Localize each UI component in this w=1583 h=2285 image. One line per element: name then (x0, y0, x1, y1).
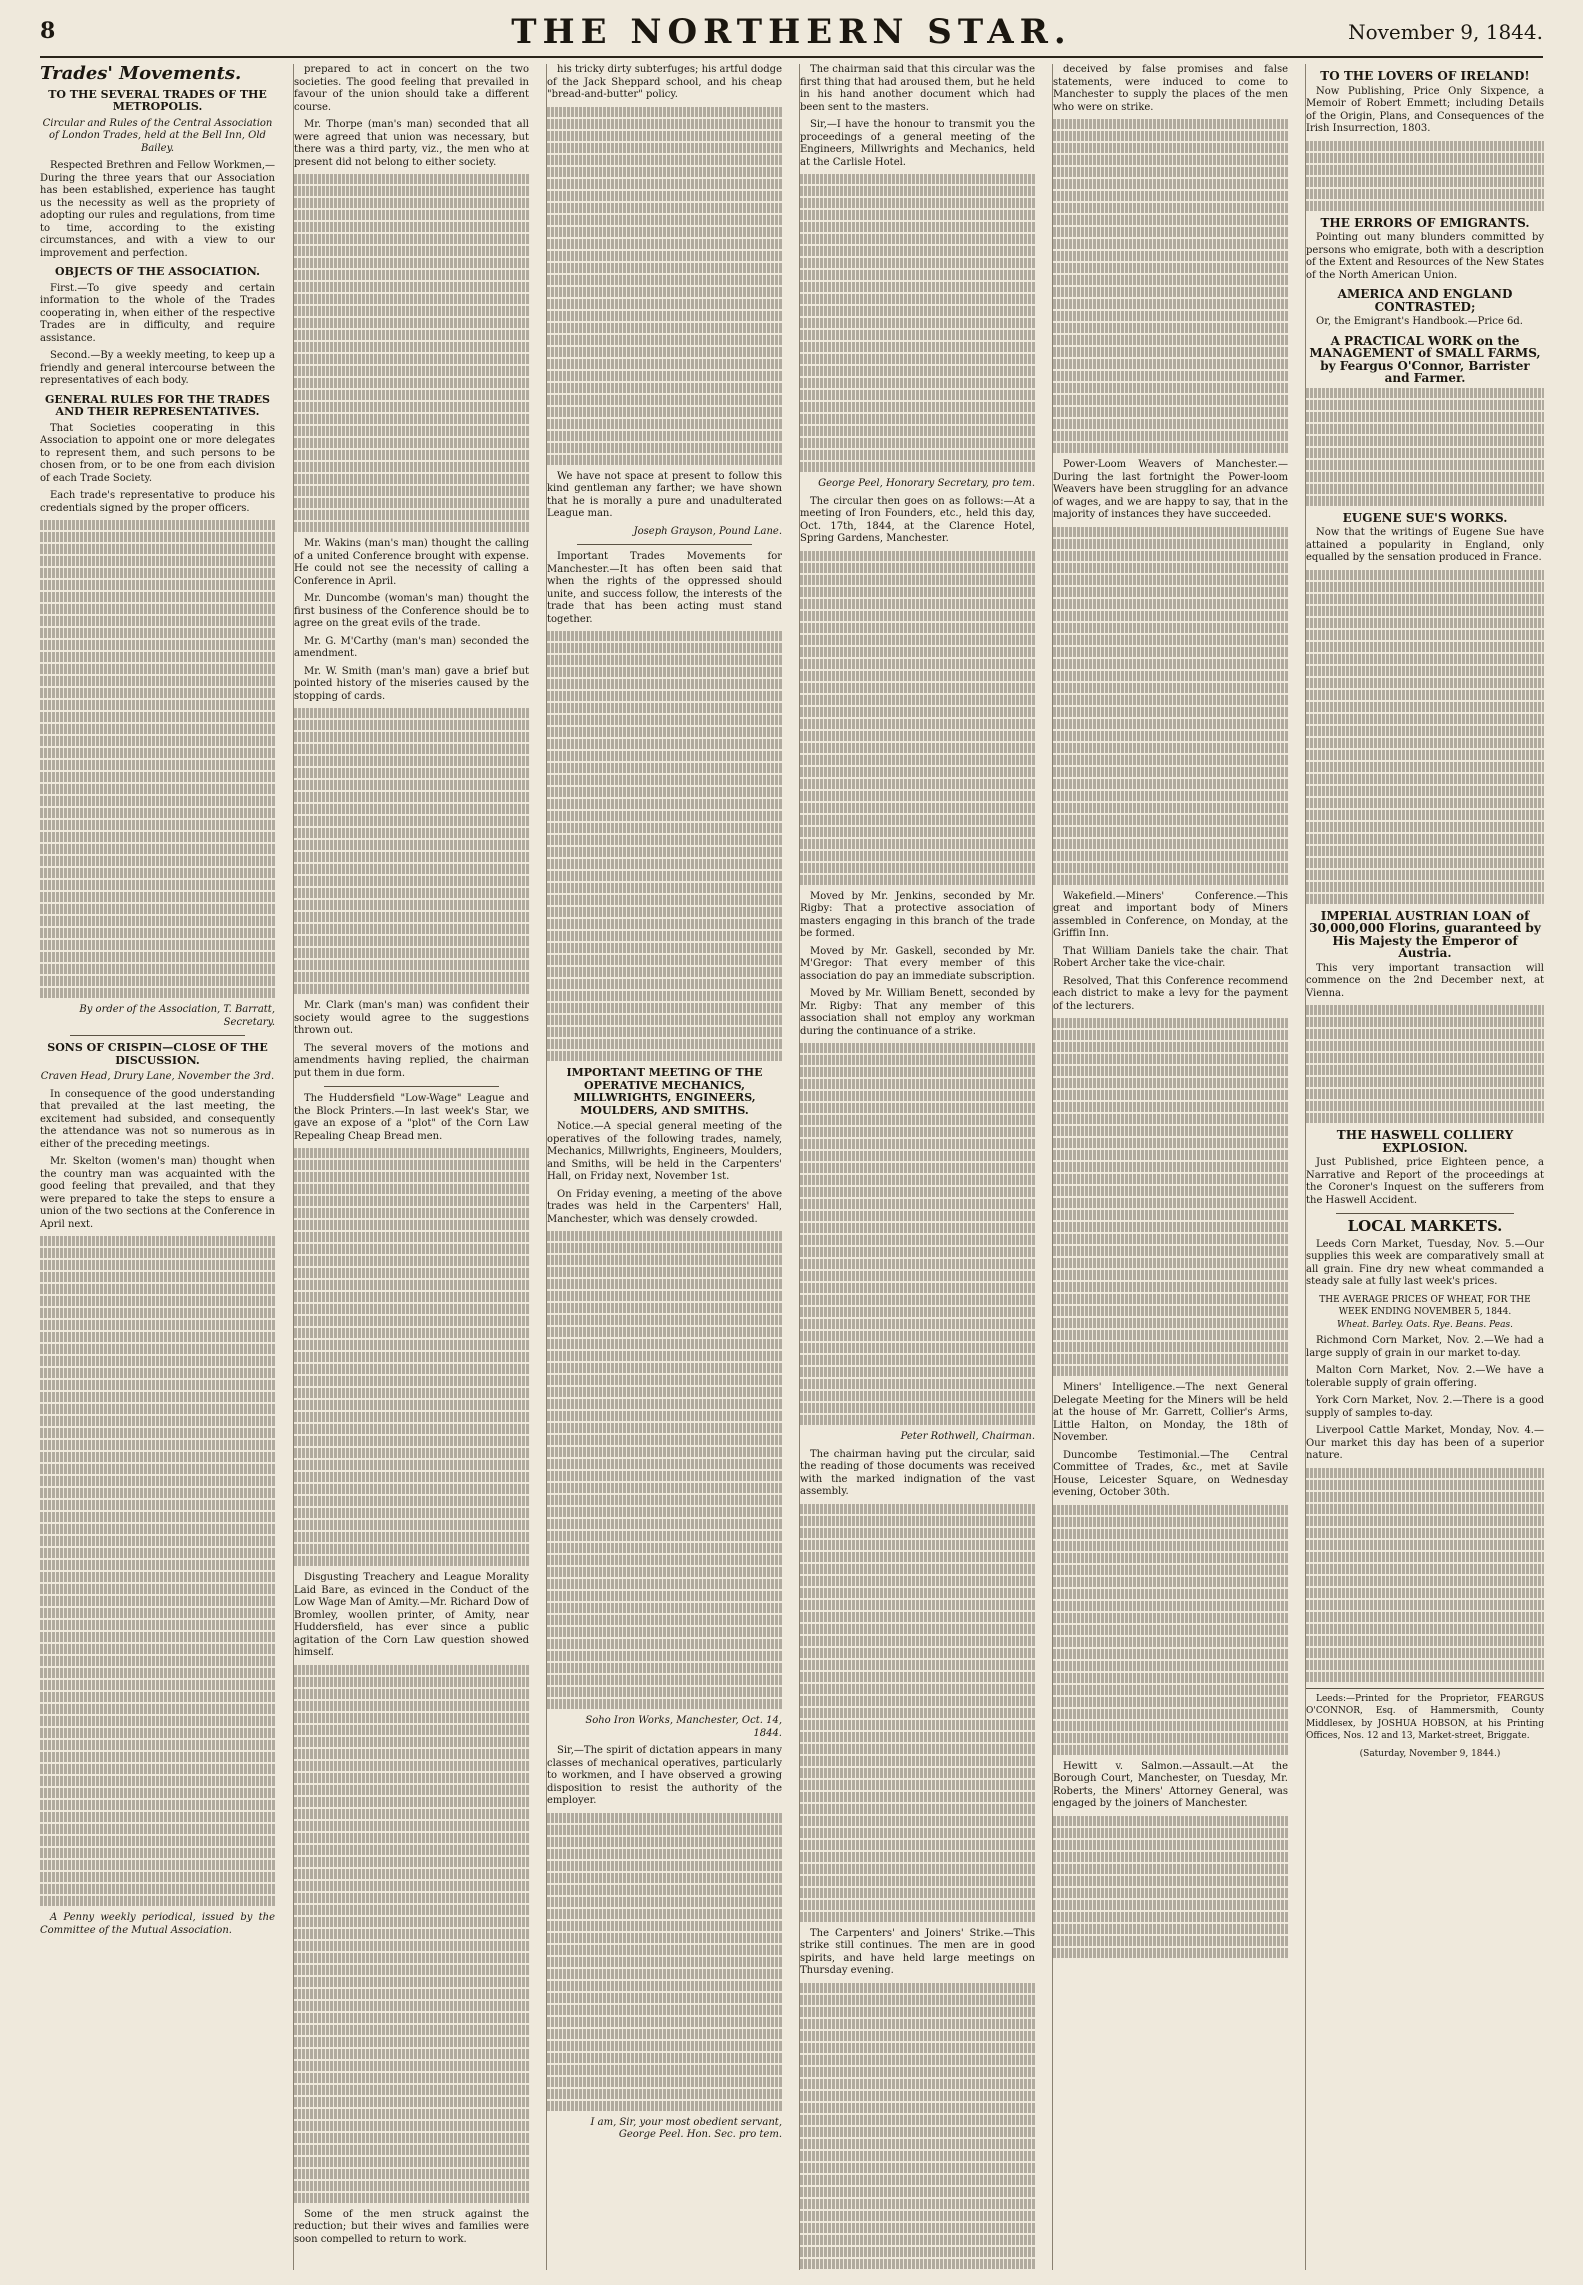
paragraph: Moved by Mr. William Benett, seconded by Mr. Rigby: That any member of this association shall not employ any workman during the continuance of a strike. (800, 988, 1035, 1037)
advertisement-text: Now Publishing, Price Only Sixpence, a Memoir of Robert Emmett; including Details of the Origin, Plans, and Consequences of the Irish Insurrection, 1803. (1306, 85, 1544, 134)
article-heading: TO THE SEVERAL TRADES OF THE METROPOLIS. (48, 87, 267, 113)
advertisement-heading: THE ERRORS OF EMIGRANTS. (1320, 215, 1530, 230)
paragraph: The chairman said that this circular was the first thing that had aroused them, but he held in his hand another document which had been sent to the masters. (800, 64, 1035, 113)
advertisement-heading: A PRACTICAL WORK on the MANAGEMENT of SMALL FARMS, by Feargus O'Connor, Barrister and Farmer. (1309, 333, 1541, 385)
paragraph: Malton Corn Market, Nov. 2.—We have a tolerable supply of grain offering. (1306, 1365, 1544, 1389)
imprint-date: (Saturday, November 9, 1844.) (1359, 1748, 1501, 1759)
text-block (1306, 1468, 1544, 1682)
table-header: Wheat. Barley. Oats. Rye. Beans. Peas. (1337, 1319, 1513, 1330)
text-block (294, 1665, 529, 2203)
text-block (800, 1504, 1035, 1922)
text-block (40, 520, 275, 998)
section-title: Trades' Movements. (40, 64, 242, 84)
imprint-text: Leeds:—Printed for the Proprietor, FEARGUS O'CONNOR, Esq. of Hammersmith, County Middlesex, by JOSHUA HOBSON, at his Printing Offices, Nos. 12 and 13, Market-street, Briggate. (1306, 1693, 1544, 1741)
text-block (294, 1148, 529, 1566)
signature: Joseph Grayson, Pound Lane. (633, 525, 782, 537)
paragraph: First.—To give speedy and certain information to the whole of the Trades cooperating in, when either of the respective Trades are in difficulty, and require assistance. (40, 282, 275, 344)
advertisement-heading: TO THE LOVERS OF IRELAND! (1320, 69, 1530, 83)
text-block (1053, 1505, 1288, 1755)
paragraph: York Corn Market, Nov. 2.—There is a good supply of samples to-day. (1306, 1395, 1544, 1419)
text-block (1306, 141, 1544, 211)
column-1 (40, 64, 275, 2270)
advertisement-text: Just Published, price Eighteen pence, a Narrative and Report of the proceedings at the Coroner's Inquest on the sufferers from the Haswell Accident. (1306, 1157, 1544, 1206)
text-block (294, 174, 529, 532)
paragraph: Important Trades Movements for Manchester.—It has often been said that when the rights of the oppressed should unite, and success follow, the interests of the trade that has been acting must stand together. (547, 551, 782, 625)
signature: Peter Rothwell, Chairman. (900, 1431, 1035, 1442)
dateline: Soho Iron Works, Manchester, Oct. 14, 1844. (585, 1715, 782, 1739)
text-block (1306, 1005, 1544, 1123)
article-dateline: Craven Head, Drury Lane, November the 3rd. (40, 1071, 275, 1082)
paragraph: The Huddersfield "Low-Wage" League and the Block Printers.—In last week's Star, we gave an expose of a "plot" of the Corn Law Repealing Cheap Bread men. (294, 1093, 529, 1142)
paragraph: Resolved, That this Conference recommend each district to make a levy for the payment of the lecturers. (1053, 975, 1288, 1012)
column-6 (1305, 64, 1544, 2270)
paragraph: Hewitt v. Salmon.—Assault.—At the Borough Court, Manchester, on Tuesday, Mr. Roberts, the Miners' Attorney General, was engaged by the joiners of Manchester. (1053, 1760, 1288, 1809)
section-heading: LOCAL MARKETS. (1347, 1217, 1503, 1235)
advertisement-text: Now that the writings of Eugene Sue have attained a popularity in England, only equalled by the sensation produced in France. (1306, 527, 1544, 563)
masthead (40, 8, 1543, 58)
divider (577, 544, 752, 545)
paragraph: That Societies cooperating in this Association to appoint one or more delegates to represent them, and such persons to be chosen from, or to be one from each division of each Trade Society. (40, 422, 275, 484)
page-number: 8 (40, 18, 56, 44)
text-block (547, 1813, 782, 2111)
newspaper-title: THE NORTHERN STAR. (511, 12, 1072, 52)
paragraph: Second.—By a weekly meeting, to keep up a friendly and general intercourse between the representatives of each body. (40, 350, 275, 386)
paragraph: his tricky dirty subterfuges; his artful dodge of the Jack Sheppard school, and his cheap "bread-and-butter" policy. (547, 64, 782, 100)
paragraph: Mr. Duncombe (woman's man) thought the first business of the Conference should be to agree on the great evils of the trade. (294, 593, 529, 629)
paragraph: Richmond Corn Market, Nov. 2.—We had a large supply of grain in our market to-day. (1306, 1335, 1544, 1359)
paragraph: prepared to act in concert on the two societies. The good feeling that prevailed in favour of the union should take a different course. (294, 64, 529, 113)
paragraph: Mr. G. M'Carthy (man's man) seconded the amendment. (294, 635, 529, 659)
text-block (1306, 388, 1544, 506)
text-block (1306, 570, 1544, 904)
paragraph: Sir,—The spirit of dictation appears in many classes of mechanical operatives, particularly to workmen, and I have observed a growing disposition to resist the authority of the employer. (547, 1745, 782, 1806)
table-title: THE AVERAGE PRICES OF WHEAT, FOR THE WEEK ENDING NOVEMBER 5, 1844. (1319, 1294, 1531, 1317)
paragraph: The several movers of the motions and amendments having replied, the chairman put them in due form. (294, 1042, 529, 1079)
signature: By order of the Association, T. Barratt, Secretary. (79, 1004, 275, 1028)
paragraph: Mr. Clark (man's man) was confident their society would agree to the suggestions thrown out. (294, 1000, 529, 1036)
advertisement-heading: EUGENE SUE'S WORKS. (1342, 510, 1508, 525)
column-5 (1052, 64, 1288, 2270)
footer-note: A Penny weekly periodical, issued by the Committee of the Mutual Association. (40, 1912, 275, 1936)
issue-date: November 9, 1844. (1348, 20, 1543, 44)
paragraph: Some of the men struck against the reduction; but their wives and families were soon compelled to return to work. (294, 2208, 529, 2245)
text-block (40, 1236, 275, 1906)
paragraph: Notice.—A special general meeting of the operatives of the following trades, namely, Mechanics, Millwrights, Engineers, Moulders, and Smiths, will be held in the Carpenters' Hall, on Friday next, November 1st. (547, 1121, 782, 1182)
signature: I am, Sir, your most obedient servant, George Peel. Hon. Sec. pro tem. (590, 2116, 782, 2140)
text-block (547, 631, 782, 1061)
text-block (800, 551, 1035, 885)
paragraph: We have not space at present to follow this kind gentleman any farther; we have shown that he is morally a pure and unadulterated League man. (547, 470, 782, 519)
text-block (294, 708, 529, 994)
advertisement-text: Or, the Emigrant's Handbook.—Price 6d. (1316, 316, 1523, 327)
paragraph: Miners' Intelligence.—The next General Delegate Meeting for the Miners will be held at the house of Mr. Garrett, Collier's Arms, Little Halton, on Monday, the 18th of November. (1053, 1382, 1288, 1443)
divider (70, 1035, 245, 1036)
paragraph: deceived by false promises and false statements, were induced to come to Manchester to supply the places of the men who were on strike. (1053, 64, 1288, 113)
paragraph: Liverpool Cattle Market, Monday, Nov. 4.—Our market this day has been of a superior nature. (1306, 1425, 1544, 1461)
subheading: GENERAL RULES FOR THE TRADES AND THEIR REPRESENTATIVES. (45, 392, 270, 418)
paragraph: Mr. Wakins (man's man) thought the calling of a united Conference brought with expense. He could not see the necessity of calling a Conference in April. (294, 538, 529, 587)
paragraph: That William Daniels take the chair. That Robert Archer take the vice-chair. (1053, 945, 1288, 969)
paragraph: Mr. W. Smith (man's man) gave a brief but pointed history of the miseries caused by the stopping of cards. (294, 665, 529, 702)
paragraph: The circular then goes on as follows:—At a meeting of Iron Founders, etc., held this day, Oct. 17th, 1844, at the Clarence Hotel, Spring Gardens, Manchester. (800, 495, 1035, 544)
column-2 (293, 64, 529, 2270)
paragraph: On Friday evening, a meeting of the above trades was held in the Carpenters' Hall, Manchester, which was densely crowded. (547, 1188, 782, 1225)
printer-imprint (1306, 1688, 1544, 1761)
signature: George Peel, Honorary Secretary, pro tem. (818, 478, 1035, 489)
paragraph: Power-Loom Weavers of Manchester.—During the last fortnight the Power-loom Weavers have been struggling for an advance of wages, and we are happy to say, that in the majority of instances they have succeeded. (1053, 459, 1288, 520)
columns (40, 64, 1543, 2270)
text-block (1053, 1816, 1288, 1958)
advertisement-text: This very important transaction will commence on the 2nd December next, at Vienna. (1306, 962, 1544, 999)
paragraph: Leeds Corn Market, Tuesday, Nov. 5.—Our supplies this week are comparatively small at all grain. Fine dry new wheat commanded a steady sale at fully last week's prices. (1306, 1238, 1544, 1287)
paragraph: In consequence of the good understanding that prevailed at the last meeting, the excitement had subsided, and consequently the attendance was not so numerous as in either of the preceding meetings. (40, 1088, 275, 1150)
article-heading: IMPORTANT MEETING OF THE OPERATIVE MECHANICS, MILLWRIGHTS, ENGINEERS, MOULDERS, AND SMITHS. (566, 1066, 763, 1117)
column-3 (546, 64, 782, 2270)
advertisement-heading: IMPERIAL AUSTRIAN LOAN of 30,000,000 Florins, guaranteed by His Majesty the Emperor of Austria. (1309, 908, 1541, 960)
advertisement-heading: AMERICA AND ENGLAND CONTRASTED; (1337, 287, 1513, 314)
paragraph: Mr. Skelton (women's man) thought when the country man was acquainted with the good feeling that prevailed, and that they were prepared to take the steps to ensure a union of the two sections at the Conference in April next. (40, 1156, 275, 1230)
paragraph: Each trade's representative to produce his credentials signed by the proper officers. (40, 490, 275, 514)
subheading: OBJECTS OF THE ASSOCIATION. (55, 265, 260, 278)
advertisement-heading: THE HASWELL COLLIERY EXPLOSION. (1336, 1128, 1514, 1155)
paragraph: Disgusting Treachery and League Morality Laid Bare, as evinced in the Conduct of the Low Wage Man of Amity.—Mr. Richard Dow of Bromley, woollen printer, of Amity, near Huddersfield, has ever since a public agitation of the Corn Law question showed himself. (294, 1572, 529, 1658)
divider (324, 1086, 499, 1087)
text-block (547, 107, 782, 465)
article-heading: SONS OF CRISPIN—CLOSE OF THE DISCUSSION. (47, 1041, 268, 1067)
divider (1336, 1213, 1514, 1214)
paragraph: Moved by Mr. Gaskell, seconded by Mr. M'Gregor: That every member of this association do pay an immediate subscription. (800, 945, 1035, 982)
paragraph: Wakefield.—Miners' Conference.—This great and important body of Miners assembled in Conference, on Monday, at the Griffin Inn. (1053, 890, 1288, 939)
paragraph: Duncombe Testimonial.—The Central Committee of Trades, &c., met at Savile House, Leicester Square, on Wednesday evening, October 30th. (1053, 1449, 1288, 1498)
text-block (1053, 119, 1288, 453)
paragraph: The chairman having put the circular, said the reading of those documents was received with the marked indignation of the vast assembly. (800, 1448, 1035, 1497)
column-4 (799, 64, 1035, 2270)
text-block (800, 1043, 1035, 1425)
text-block (800, 174, 1035, 472)
paragraph: Moved by Mr. Jenkins, seconded by Mr. Rigby: That a protective association of masters engaging in this branch of the trade be formed. (800, 890, 1035, 939)
price-table (1306, 1294, 1544, 1332)
paragraph: Respected Brethren and Fellow Workmen,—During the three years that our Association has been established, experience has taught us the necessity as well as the propriety of adopting our rules and regulations, from time to time, according to the existing circumstances, and with a view to our improvement and perfection. (40, 160, 275, 259)
article-intro: Circular and Rules of the Central Association of London Trades, held at the Bell Inn, Old Bailey. (42, 117, 273, 154)
advertisement-text: Pointing out many blunders committed by persons who emigrate, both with a description of the Extent and Resources of the New States of the North American Union. (1306, 232, 1544, 281)
text-block (1053, 527, 1288, 885)
text-block (1053, 1018, 1288, 1376)
text-block (800, 1983, 1035, 2269)
text-block (547, 1231, 782, 1709)
paragraph: The Carpenters' and Joiners' Strike.—This strike still continues. The men are in good spirits, and have held large meetings on Thursday evening. (800, 1927, 1035, 1976)
paragraph: Mr. Thorpe (man's man) seconded that all were agreed that union was necessary, but there was a third party, viz., the men who at present did not belong to either society. (294, 119, 529, 168)
paragraph: Sir,—I have the honour to transmit you the proceedings of a general meeting of the Engineers, Millwrights and Mechanics, held at the Carlisle Hotel. (800, 119, 1035, 168)
